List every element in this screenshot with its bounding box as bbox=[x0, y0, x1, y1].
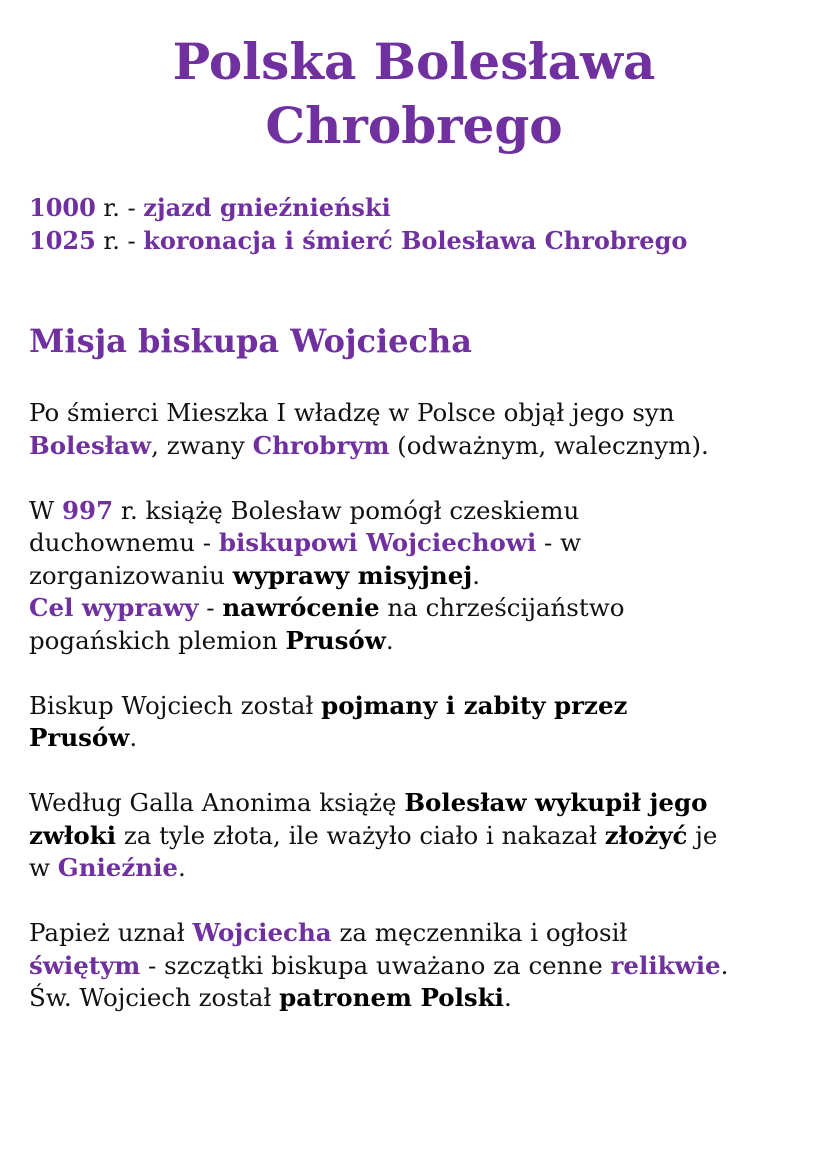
text-line bbox=[29, 560, 728, 593]
text-run: Po śmierci Mieszka I władzę w Polsce objął jego syn bbox=[29, 398, 675, 427]
highlighted-term: zjazd gnieźnieński bbox=[143, 193, 391, 222]
text-line bbox=[29, 527, 728, 560]
text-run: . bbox=[472, 560, 480, 590]
paragraph-gap bbox=[29, 657, 728, 690]
text-run: . bbox=[129, 723, 138, 752]
text-line bbox=[29, 982, 728, 1015]
text-run: Biskup Wojciech został bbox=[29, 690, 322, 720]
text-run: . bbox=[178, 853, 186, 882]
text-run: za męczennika i ogłosił bbox=[331, 918, 628, 947]
text-line bbox=[29, 397, 728, 430]
text-run: je bbox=[687, 820, 718, 850]
text-run: na chrześcijaństwo bbox=[379, 593, 625, 622]
bold-term: zwłoki bbox=[29, 820, 117, 850]
text-run: - szczątki biskupa uważano za cenne bbox=[140, 950, 611, 980]
body-text bbox=[29, 397, 728, 1015]
text-run: Św. Wojciech został bbox=[29, 983, 280, 1012]
highlighted-term: 997 bbox=[61, 495, 114, 525]
text-line bbox=[29, 690, 728, 723]
highlighted-term: relikwie bbox=[610, 950, 721, 980]
text-line bbox=[29, 722, 728, 755]
text-run: duchownemu - bbox=[29, 528, 219, 557]
text-run: w bbox=[29, 853, 58, 882]
text-run: pogańskich plemion bbox=[29, 625, 286, 655]
bold-term: złożyć bbox=[604, 820, 688, 850]
text-line bbox=[29, 592, 728, 625]
text-run: zorganizowaniu bbox=[29, 560, 233, 590]
text-run: , zwany bbox=[151, 430, 253, 460]
paragraph-gap bbox=[29, 462, 728, 495]
text-line bbox=[29, 852, 728, 885]
text-line bbox=[29, 495, 728, 528]
text-line bbox=[29, 787, 728, 820]
paragraph-gap bbox=[29, 885, 728, 918]
text-line bbox=[29, 430, 728, 463]
text-line bbox=[29, 192, 687, 225]
key-dates bbox=[29, 192, 687, 257]
text-run: r. - bbox=[95, 226, 144, 255]
text-line bbox=[29, 917, 728, 950]
text-run: - bbox=[198, 593, 223, 622]
text-run: za tyle złota, ile ważyło ciało i nakazał bbox=[116, 820, 605, 850]
bold-term: wyprawy misyjnej bbox=[232, 560, 473, 590]
bold-term: Prusów bbox=[29, 723, 130, 752]
bold-term: nawrócenie bbox=[222, 593, 380, 622]
bold-term: patronem Polski bbox=[279, 983, 504, 1012]
highlighted-term: Cel wyprawy bbox=[29, 593, 199, 622]
section-heading: Misja biskupa Wojciecha bbox=[29, 322, 473, 360]
title-line: Chrobrego bbox=[265, 96, 563, 155]
text-line bbox=[29, 625, 728, 658]
highlighted-term: Bolesław bbox=[29, 430, 152, 460]
highlighted-term: 1025 bbox=[29, 225, 96, 255]
highlighted-term: Gnieźnie bbox=[57, 853, 179, 882]
bold-term: pojmany i zabity przez bbox=[321, 690, 628, 720]
text-run: Według Galla Anonima książę bbox=[29, 788, 405, 817]
text-run: - w bbox=[536, 528, 582, 557]
highlighted-term: 1000 bbox=[29, 193, 96, 222]
text-run: (odważnym, walecznym). bbox=[389, 430, 709, 460]
highlighted-term: biskupowi Wojciechowi bbox=[218, 528, 537, 557]
text-line bbox=[29, 225, 687, 258]
text-run: W bbox=[29, 495, 62, 525]
text-run: Papież uznał bbox=[29, 918, 193, 947]
text-run: r. - bbox=[95, 194, 144, 222]
text-line bbox=[29, 950, 728, 983]
bold-term: Prusów bbox=[285, 625, 386, 655]
text-run: . bbox=[503, 983, 512, 1012]
highlighted-term: Chrobrym bbox=[252, 430, 390, 460]
highlighted-term: koronacja i śmierć Bolesława Chrobrego bbox=[143, 225, 688, 255]
bold-term: Bolesław wykupił jego bbox=[404, 788, 708, 817]
highlighted-term: Wojciecha bbox=[192, 918, 332, 947]
paragraph-gap bbox=[29, 755, 728, 788]
highlighted-term: świętym bbox=[29, 950, 141, 980]
page-title bbox=[0, 30, 828, 158]
title-line: Polska Bolesława bbox=[172, 32, 656, 91]
text-run: . bbox=[720, 950, 729, 980]
text-run: . bbox=[385, 625, 394, 655]
text-line bbox=[29, 820, 728, 853]
text-run: r. książę Bolesław pomógł czeskiemu bbox=[113, 495, 580, 525]
